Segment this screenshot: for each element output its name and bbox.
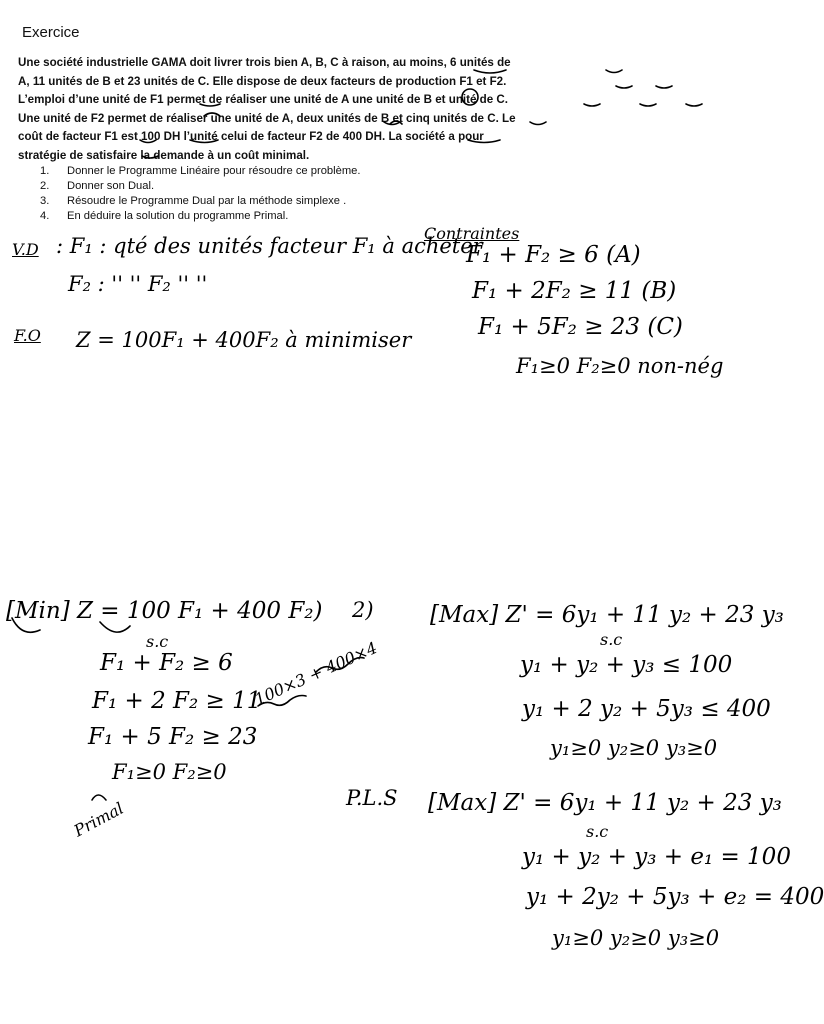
- dual-subject-to: s.c: [600, 630, 623, 649]
- question-item: 3. Résoudre le Programme Dual par la méthode simplexe .: [40, 195, 347, 207]
- standard-form-subject-to: s.c: [586, 822, 609, 841]
- underline-mark: [468, 140, 500, 143]
- primal-constraint: F₁ + 2 F₂ ≥ 11: [92, 688, 262, 714]
- constraint-b: F₁ + 2F₂ ≥ 11 (B): [472, 278, 677, 304]
- objective-function-tag: F.O: [14, 326, 41, 345]
- circle-mark: [462, 89, 478, 105]
- constraints-label: Contraintes: [424, 224, 520, 243]
- constraint-c: F₁ + 5F₂ ≥ 23 (C): [478, 314, 683, 340]
- underline-mark: [616, 86, 632, 88]
- statement-line: A, 11 unités de B et 23 unités de C. Elle dispose de deux facteurs de production F1 et F2.: [18, 74, 507, 88]
- primal-label: Primal: [70, 798, 127, 841]
- underline-mark: [686, 104, 702, 106]
- wavy-underline: [316, 658, 364, 672]
- standard-form-constraint: y₁ + y₂ + y₃ + e₁ = 100: [522, 844, 791, 870]
- question-item: 1. Donner le Programme Linéaire pour résoudre ce problème.: [40, 165, 361, 177]
- constraint-a: F₁ + F₂ ≥ 6 (A): [466, 242, 641, 268]
- question-item: 2. Donner son Dual.: [40, 180, 155, 192]
- standard-form-nonnegativity: y₁≥0 y₂≥0 y₃≥0: [552, 926, 720, 950]
- underline-mark: [142, 156, 158, 158]
- underline-mark: [140, 140, 156, 143]
- statement-line: stratégie de satisfaire la demande à un coût minimal.: [18, 148, 310, 162]
- dual-objective: [Max] Z' = 6y₁ + 11 y₂ + 23 y₃: [430, 602, 784, 628]
- standard-form-constraint: y₁ + 2y₂ + 5y₃ + e₂ = 400: [526, 884, 824, 910]
- wavy-underline: [258, 696, 306, 707]
- decision-variables-tag: V.D: [12, 240, 39, 259]
- bracket-mark: [92, 795, 106, 800]
- primal-constraint: F₁ + F₂ ≥ 6: [100, 650, 233, 676]
- statement-line: Une unité de F2 permet de réaliser une unité de A, deux unités de B et cinq unités de C. Le: [18, 111, 516, 125]
- bracket-mark: [100, 622, 130, 632]
- standard-form-label: P.L.S: [346, 786, 398, 810]
- underline-mark: [200, 104, 220, 106]
- underline-mark: [606, 70, 622, 73]
- question-2-label: 2): [352, 598, 374, 622]
- bracket-mark: [12, 618, 40, 632]
- primal-constraint: F₁ + 5 F₂ ≥ 23: [88, 724, 258, 750]
- decision-variable-f1: : F₁ : qté des unités facteur F₁ à acheter: [56, 234, 483, 258]
- underline-mark: [530, 122, 546, 125]
- primal-nonnegativity: F₁≥0 F₂≥0: [112, 760, 227, 784]
- dual-constraint: y₁ + y₂ + y₃ ≤ 100: [520, 652, 733, 678]
- underline-mark: [190, 140, 218, 143]
- underline-mark: [584, 104, 600, 106]
- decision-variable-f2: F₂ : '' '' F₂ '' '': [68, 272, 208, 296]
- underline-mark: [474, 70, 506, 73]
- dual-nonnegativity: y₁≥0 y₂≥0 y₃≥0: [550, 736, 718, 760]
- non-negativity: F₁≥0 F₂≥0 non-nég: [516, 354, 724, 378]
- primal-objective: [Min] Z = 100 F₁ + 400 F₂): [6, 598, 323, 624]
- underline-mark: [640, 104, 656, 106]
- statement-line: Une société industrielle GAMA doit livrer trois bien A, B, C à raison, au moins, 6 unités de: [18, 56, 511, 69]
- statement-line: coût de facteur F1 est 100 DH l’unité celui de facteur F2 de 400 DH. La société a pour: [18, 130, 484, 143]
- underline-mark: [656, 86, 672, 88]
- cost-calculation: 100×3 + 400×4: [251, 638, 380, 709]
- underline-mark: [204, 113, 220, 116]
- statement-line: L’emploi d’une unité de F1 permet de réaliser une unité de A une unité de B et unité de C.: [18, 93, 509, 106]
- exercise-title: Exercice: [22, 24, 80, 41]
- question-item: 4. En déduire la solution du programme Primal.: [40, 210, 289, 222]
- primal-subject-to: s.c: [146, 632, 169, 651]
- objective-function: Z = 100F₁ + 400F₂ à minimiser: [76, 328, 412, 352]
- dual-constraint: y₁ + 2 y₂ + 5y₃ ≤ 400: [522, 696, 771, 722]
- standard-form-objective: [Max] Z' = 6y₁ + 11 y₂ + 23 y₃: [428, 790, 782, 816]
